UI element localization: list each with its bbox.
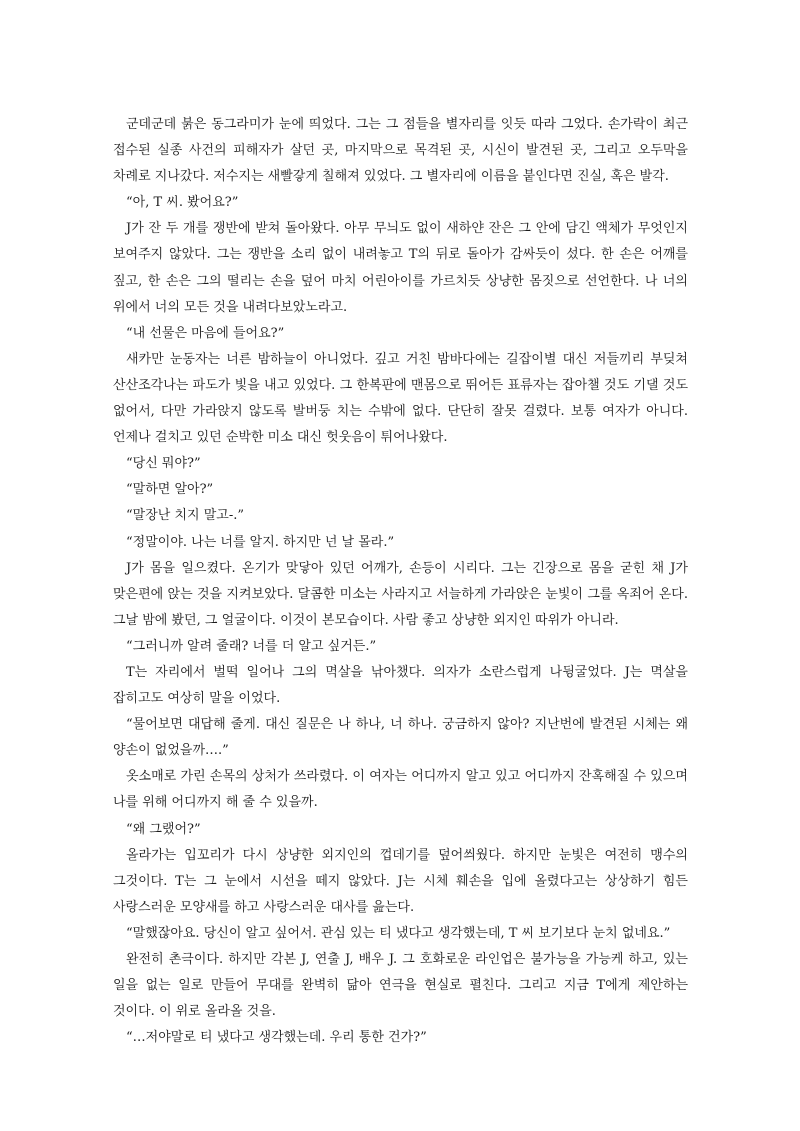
dialogue-line-11: “…저야말로 티 냈다고 생각했는데. 우리 통한 건가?” [126, 1030, 427, 1046]
paragraph-2: J가 잔 두 개를 쟁반에 받쳐 돌아왔다. 아무 무늬도 없이 새하얀 잔은 그 안에 담긴 액체가 무엇인지 보여주지 않았다. 그는 쟁반을 소리 없이 내려놓고 T의 뒤로 돌아가 감싸듯이 섰다. 한 손은 어깨를 짚고, 한 손은 그의 떨리는 손을 덮어 마치 어린아이를 가르치듯 상냥한 몸짓으로 선언한다. 나 너의 위에서 너의 모든 것을 내려다보았노라고. [113, 221, 688, 315]
dialogue-line-1: “아, T 씨. 봤어요?” [126, 195, 239, 211]
dialogue-line-2: “내 선물은 마음에 들어요?” [126, 325, 285, 341]
dialogue-line-5: “말장난 치지 말고-.” [126, 508, 244, 524]
dialogue-line-6: “정말이야. 나는 너를 알지. 하지만 넌 날 몰라.” [126, 534, 395, 550]
paragraph-8: 완전히 촌극이다. 하지만 각본 J, 연출 J, 배우 J. 그 호화로운 라인업은 불가능을 가능케 하고, 있는 일을 없는 일로 만들어 무대를 완벽히 닮아 연극을 현실로 펼친다. 그리고 지금 T에게 제안하는 것이다. 이 위로 올라올 것을. [113, 952, 688, 1020]
dialogue-line-10: “말했잖아요. 당신이 알고 싶어서. 관심 있는 티 냈다고 생각했는데, T 씨 보기보다 눈치 없네요.” [126, 925, 671, 941]
paragraph-6: 옷소매로 가린 손목의 상처가 쓰라렸다. 이 여자는 어디까지 알고 있고 어디까지 잔혹해질 수 있으며 나를 위해 어디까지 해 줄 수 있을까. [113, 769, 688, 811]
dialogue-line-3: “당신 뭐야?” [126, 456, 201, 472]
dialogue-line-7: “그러니까 알려 줄래? 너를 더 알고 싶거든.” [126, 638, 377, 654]
dialogue-line-8: “물어보면 대답해 줄게. 대신 질문은 나 하나, 너 하나. 궁금하지 않아? 지난번에 발견된 시체는 왜 양손이 없었을까….” [113, 717, 688, 759]
dialogue-line-4: “말하면 알아?” [126, 482, 214, 498]
paragraph-7: 올라가는 입꼬리가 다시 상냥한 외지인의 껍데기를 덮어씌웠다. 하지만 눈빛은 여전히 맹수의 그것이다. T는 그 눈에서 시선을 떼지 않았다. J는 시체 훼손을 입에 올렸다고는 상상하기 힘든 사랑스러운 모양새를 하고 사랑스러운 대사를 읊는다. [113, 847, 688, 915]
document-body [113, 112, 688, 1051]
paragraph-1: 군데군데 붉은 동그라미가 눈에 띄었다. 그는 그 점들을 별자리를 잇듯 따라 그었다. 손가락이 최근 접수된 실종 사건의 피해자가 살던 곳, 마지막으로 목격된 곳, 시신이 발견된 곳, 그리고 오두막을 차례로 지나갔다. 저수지는 새빨갛게 칠해져 있었다. 그 별자리에 이름을 붙인다면 진실, 혹은 발각. [113, 117, 688, 185]
dialogue-line-9: “왜 그랬어?” [126, 821, 201, 837]
paragraph-4: J가 몸을 일으켰다. 온기가 맞닿아 있던 어깨가, 손등이 시리다. 그는 긴장으로 몸을 굳힌 채 J가 맞은편에 앉는 것을 지켜보았다. 달콤한 미소는 사라지고 서늘하게 가라앉은 눈빛이 그를 옥죄어 온다. 그날 밤에 봤던, 그 얼굴이다. 이것이 본모습이다. 사람 좋고 상냥한 외지인 따위가 아니라. [113, 560, 688, 628]
paragraph-5: T는 자리에서 벌떡 일어나 그의 멱살을 낚아챘다. 의자가 소란스럽게 나뒹굴었다. J는 멱살을 잡히고도 여상히 말을 이었다. [113, 664, 688, 707]
paragraph-3: 새카만 눈동자는 너른 밤하늘이 아니었다. 깊고 거친 밤바다에는 길잡이별 대신 저들끼리 부딪쳐 산산조각나는 파도가 빛을 내고 있었다. 그 한복판에 맨몸으로 뛰어든 표류자는 잡아챌 것도 기댈 것도 없어서, 다만 가라앉지 않도록 발버둥 치는 수밖에 없다. 단단히 잘못 걸렸다. 보통 여자가 아니다. 언제나 걸치고 있던 순박한 미소 대신 헛웃음이 튀어나왔다. [113, 351, 688, 446]
